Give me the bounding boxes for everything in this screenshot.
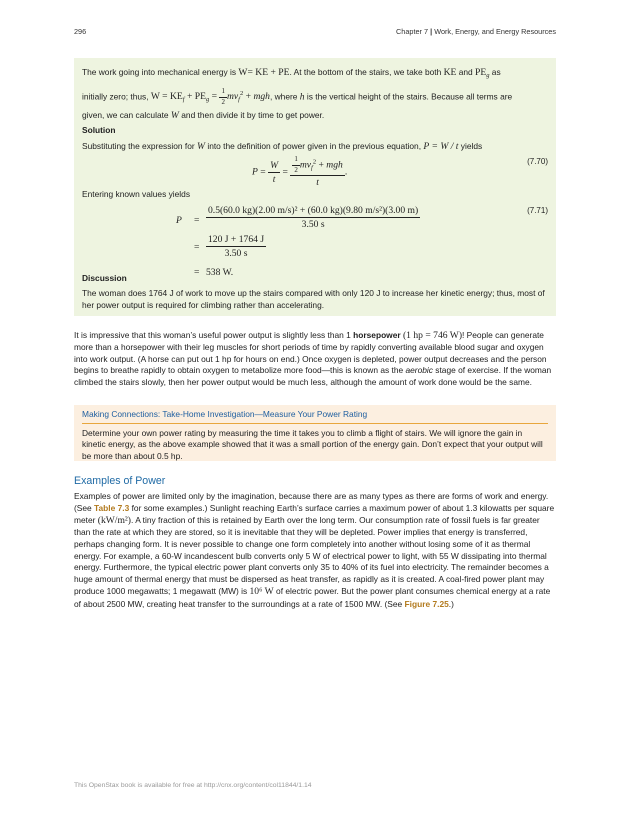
section-heading: Examples of Power — [74, 475, 166, 487]
figure-7-25-link[interactable]: Figure 7.25 — [404, 598, 449, 609]
text: .) — [448, 598, 454, 609]
example-box: The work going into mechanical energy is W= KE + PE. At the bottom of the stairs, we take both KE and $PE_g$ as initially zero; thus, $W = KE_f + PE_g$ = $\frac{1}{2}$ $mv_f^2$ + mgh, where h is the vertical height of the stairs. Because all terms are given, we can calculate W and then divide it by time to get power. Solution Substituting the expression for W into the definition of power given in the previous equation, P = W / t yields P = $\frac{W}{t}$ = $\frac{1}{2}$ $mv_f^2$ + mgh t . (7.70) Entering known values yields P = $\frac{\text{0.5(60.0 kg)(2.00 m/s)² + (60.0 kg)(9.80 m/s²)(3.00 m)}}{3.50 s}$ = $\frac{120 J + 1764 J}{3.50 s}$ = 538 W. (7.71) Discussion The woman does 1764 J of work to move up the stairs compared with only 120 J to increase her kinetic energy; thus, most of her power output is required for climbing rather than accelerating. — [74, 58, 556, 316]
discussion-text: The woman does 1764 J of work to move up the stairs compared with only 120 J to increase her kinetic energy; thus, most of her power output is required for climbing rather than accelerating. — [82, 288, 545, 310]
equation-7-71-numerator: 0.5(60.0 kg)(2.00 m/s)² + (60.0 kg)(9.80 m/s²)(3.00 m) — [206, 204, 420, 218]
examples-paragraph — [74, 491, 556, 610]
equation-7-71-denominator: 3.50 s — [301, 219, 325, 231]
equation-number-7-70: (7.70) — [527, 157, 548, 166]
equation-7-71-step2-numerator: 120 J + 1764 J — [206, 233, 266, 247]
text: Substituting the expression for — [82, 140, 195, 151]
text: as — [491, 67, 501, 77]
horsepower-term: horsepower — [353, 330, 401, 340]
power-definition: P = W / t — [423, 140, 459, 152]
footer-note: This OpenStax book is available for free at http://cnx.org/content/col11844/1.14 — [74, 782, 312, 789]
example-paragraph-3 — [82, 109, 548, 122]
energy-equation: $W = KE_f + PE_g$ = $\frac{1}{2}$ $mv_f^2$ + mgh — [150, 87, 270, 106]
text: Examples of power are limited only by the imagination, because there are as many types as there are forms of work and energy. (See — [74, 491, 549, 513]
text: stage of exercise. If the woman climbed the stairs slowly, then her power output would be much less, although the amount of work done would be the same. — [74, 365, 552, 388]
work-equation: W= KE + PE — [238, 67, 290, 78]
horsepower-equation: (1 hp = 746 W) — [402, 330, 463, 341]
text: . A tiny fraction of this is retained by Earth over the long term. Our consumption rate of fossil fuels is far greater than the rate at which they are stored, so it is inevitable that they will be depleted. Power implies that energy is transferred, perhaps changing form. It is never possible to change one form completely into another without losing some of it as thermal energy. For example, a 60-W incandescent bulb converts only 5 W of electrical power to light, with 55 W dissipating into thermal energy. Furthermore, the typical electric power plant converts only 35 to 40% of its fuel into electricity. The remainder becomes a huge amount of thermal energy that must be dispersed as heat transfer, as rapidly as it is created. A coal-fired power plant may produce 1000 megawatts; 1 megawatt (MW) is — [74, 515, 549, 597]
text: PE — [475, 67, 487, 78]
equation-number-7-71: (7.71) — [527, 206, 548, 215]
power-unit: (kW/m²) — [97, 515, 131, 527]
pe-symbol — [475, 67, 489, 78]
chapter-title: Work, Energy, and Energy Resources — [434, 27, 556, 36]
text: . At the bottom of the stairs, we take both — [289, 67, 442, 77]
text: and — [458, 67, 473, 77]
text: for some examples.) Sunlight reaching Earth’s surface carries a maximum power of about 1.3 kilowatts per square meter — [74, 502, 555, 526]
equation-7-70: P = $\frac{W}{t}$ = $\frac{1}{2}$ $mv_f^2$ + mgh t . — [252, 155, 348, 189]
solution-heading: Solution — [82, 125, 116, 136]
horsepower-paragraph — [74, 329, 556, 389]
text: yields — [460, 140, 483, 151]
solution-paragraph — [82, 140, 548, 153]
text: into the definition of power given in the previous equation, — [207, 140, 422, 151]
making-connections-box — [74, 405, 556, 461]
w-symbol: W — [197, 140, 205, 152]
aerobic-term: aerobic — [405, 365, 433, 376]
w-symbol: W — [170, 110, 179, 121]
table-7-3-link[interactable]: Table 7.3 — [94, 502, 130, 513]
megawatt-value: 10⁶ W — [249, 586, 274, 598]
example-paragraph-2 — [82, 87, 548, 109]
page-number: 296 — [74, 27, 87, 36]
example-paragraph-1 — [82, 66, 548, 85]
running-header: Chapter 7 | Work, Energy, and Energy Resources — [396, 27, 556, 36]
text: of electric power. But the power plant consumes chemical energy at a rate of about 2500 MW, creating heat transfer to the surroundings at a rate of 1500 MW. (See — [74, 586, 551, 609]
equation-7-71-result: 538 W. — [206, 267, 234, 278]
text: and then divide it by time to get power. — [181, 110, 325, 120]
text: g — [486, 72, 490, 79]
text: The work going into mechanical energy is — [82, 67, 237, 77]
text: initially zero; thus, — [82, 91, 149, 102]
text: ! People can generate more than a horsepower with their leg muscles for short periods of time by rapidly converting available blood sugar and oxygen into work output. (A horse can put out 1 hp for hours on end.) Once oxygen is depleted, power output decreases and the person begins to breathe rapidly to obtain oxygen to metabolize more food—this is known as the — [74, 330, 547, 376]
text: It is impressive that this woman’s useful power output is slightly less than 1 — [74, 330, 351, 340]
text: , where — [269, 91, 298, 102]
ke-symbol: KE — [443, 67, 457, 78]
text: given, we can calculate — [82, 110, 169, 120]
height-symbol: h — [299, 91, 305, 103]
making-connections-text: Determine your own power rating by measuring the time it takes you to climb a flight of stairs. We will ignore the gain in kinetic energy, as the above example showed that it was a small portion of the energy gain. Don’t expect that your output will be more than about 0.5 hp. — [82, 427, 543, 461]
chapter-number: Chapter 7 — [396, 27, 429, 36]
equation-7-71-step2-denominator: 3.50 s — [224, 248, 248, 260]
making-connections-title: Making Connections: Take-Home Investigation—Measure Your Power Rating — [82, 409, 548, 424]
text: is the vertical height of the stairs. Because all terms are — [306, 91, 513, 102]
discussion-heading: Discussion — [82, 273, 127, 283]
entering-text: Entering known values yields — [82, 189, 191, 199]
